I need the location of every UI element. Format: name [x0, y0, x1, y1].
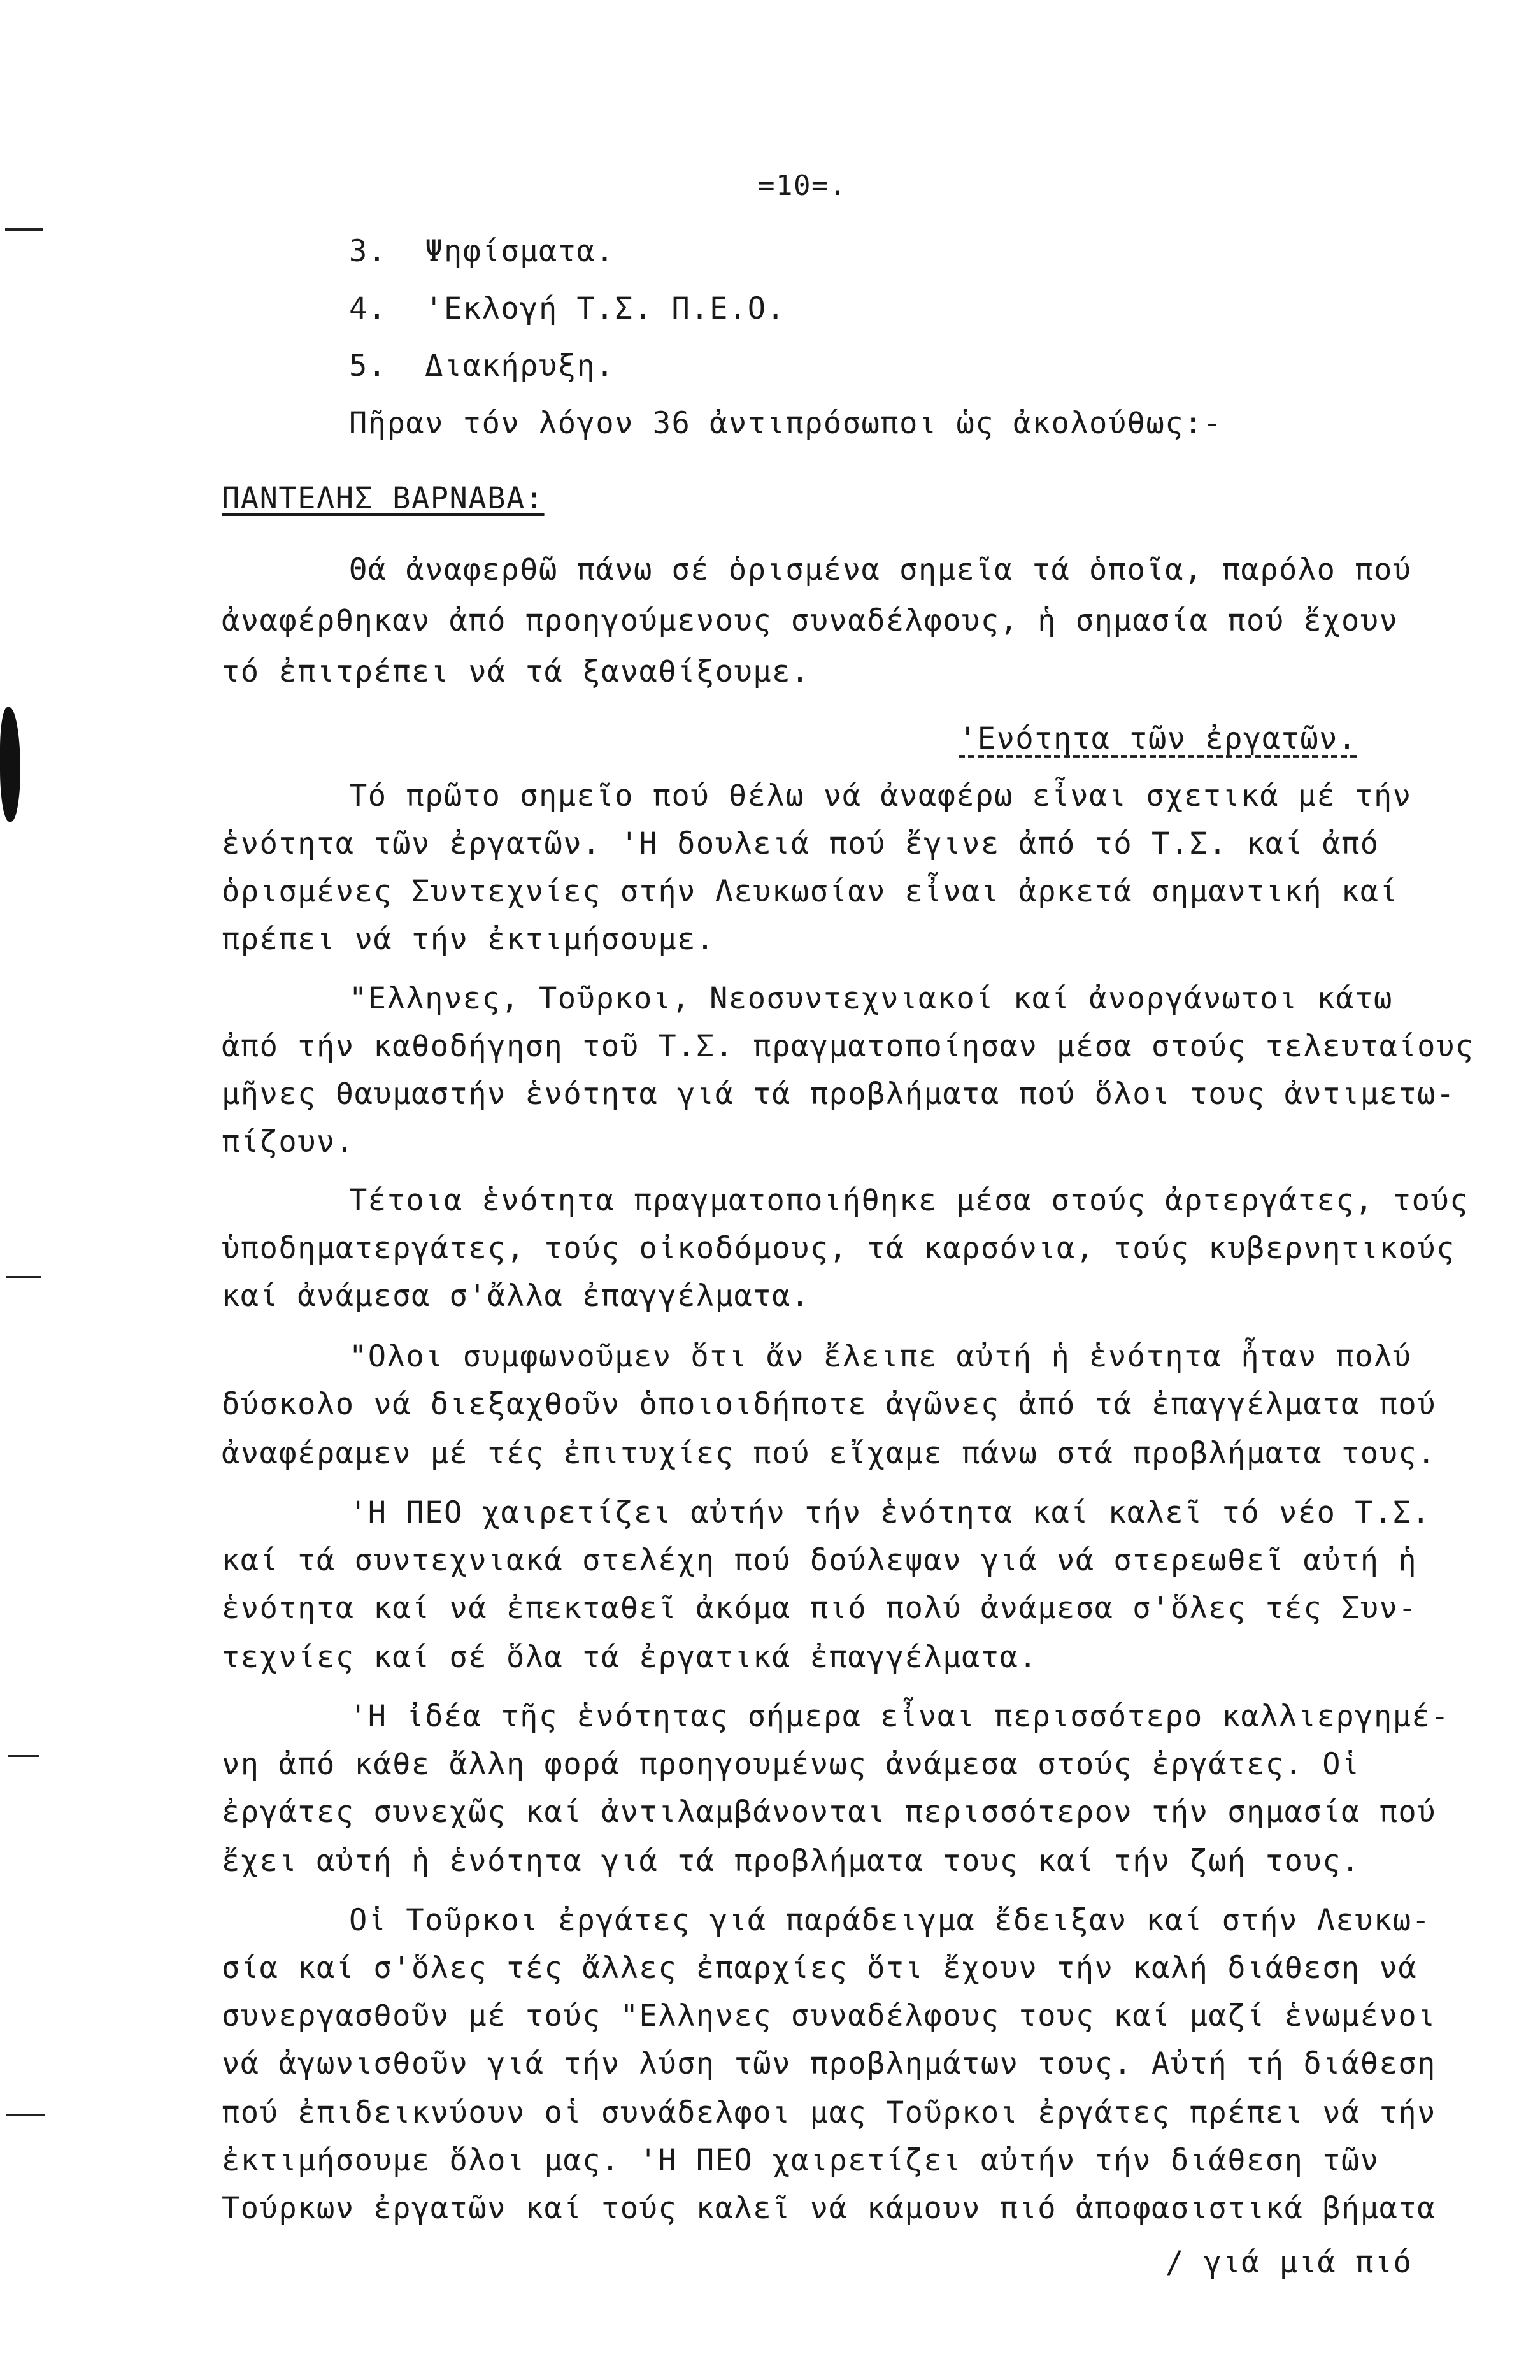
page-number: =10=.	[758, 169, 847, 202]
paragraph-line: ἐργάτες συνεχῶς καί ἀντιλαμβάνονται περισσότερον τήν σημασία πού	[222, 1795, 1436, 1830]
paragraph-line: ἀναφέραμεν μέ τές ἐπιτυχίες πού εἴχαμε πάνω στά προβλήματα τους.	[222, 1436, 1436, 1471]
paragraph-line: ἀναφέρθηκαν ἀπό προηγούμενους συναδέλφους, ἡ σημασία πού ἔχουν	[222, 603, 1399, 638]
paragraph-line: τό ἐπιτρέπει νά τά ξαναθίξουμε.	[222, 654, 810, 689]
paragraph-line: ἀπό τήν καθοδήγηση τοῦ Τ.Σ. πραγματοποίησαν μέσα στούς τελευταίους	[222, 1029, 1474, 1064]
paragraph-line: πίζουν.	[222, 1124, 355, 1159]
margin-tick	[8, 1755, 39, 1757]
paragraph-line: ἑνότητα τῶν ἐργατῶν. 'Η δουλειά πού ἔγινε ἀπό τό Τ.Σ. καί ἀπό	[222, 826, 1380, 861]
margin-ink-blot	[0, 707, 20, 822]
paragraph-line: πρέπει νά τήν ἐκτιμήσουμε.	[222, 922, 715, 957]
agenda-item: 5. Διακήρυξη.	[349, 348, 615, 384]
paragraph-line: Τέτοια ἑνότητα πραγματοποιήθηκε μέσα στούς ἀρτεργάτες, τούς	[349, 1183, 1469, 1218]
paragraph-line: νη ἀπό κάθε ἄλλη φορά προηγουμένως ἀνάμεσα στούς ἐργάτες. Οἱ	[222, 1747, 1360, 1782]
intro-line: Πῆραν τόν λόγον 36 ἀντιπρόσωποι ὡς ἀκολούθως:-	[349, 406, 1222, 441]
paragraph-line: ὑποδηματεργάτες, τούς οἰκοδόμους, τά καρσόνια, τούς κυβερνητικούς	[222, 1231, 1455, 1266]
paragraph-line: καί ἀνάμεσα σ'ἄλλα ἐπαγγέλματα.	[222, 1279, 810, 1314]
paragraph-line: σία καί σ'ὅλες τές ἄλλες ἐπαρχίες ὅτι ἔχουν τήν καλή διάθεση νά	[222, 1951, 1418, 1986]
paragraph-line: δύσκολο νά διεξαχθοῦν ὁποιοιδήποτε ἀγῶνες ἀπό τά ἐπαγγέλματα πού	[222, 1387, 1436, 1422]
paragraph-line: καί τά συντεχνιακά στελέχη πού δούλεψαν γιά νά στερεωθεῖ αὐτή ἡ	[222, 1543, 1418, 1578]
paragraph-line: ἑνότητα καί νά ἐπεκταθεῖ ἀκόμα πιό πολύ ἀνάμεσα σ'ὅλες τές Συν-	[222, 1591, 1418, 1626]
section-heading: 'Ενότητα τῶν ἐργατῶν.	[959, 721, 1357, 756]
paragraph-line: ἐκτιμήσουμε ὅλοι μας. 'Η ΠΕΟ χαιρετίζει αὐτήν τήν διάθεση τῶν	[222, 2143, 1380, 2178]
paragraph-line: Θά ἀναφερθῶ πάνω σέ ὁρισμένα σημεῖα τά ὁποῖα, παρόλο πού	[349, 552, 1412, 587]
paragraph-line: Τούρκων ἐργατῶν καί τούς καλεῖ νά κάμουν πιό ἀποφασιστικά βήματα	[222, 2191, 1436, 2226]
paragraph-line: συνεργασθοῦν μέ τούς "Ελληνες συναδέλφους τους καί μαζί ἑνωμένοι	[222, 1998, 1436, 2033]
paragraph-line: ὁρισμένες Συντεχνίες στήν Λευκωσίαν εἶναι ἀρκετά σημαντική καί	[222, 874, 1399, 909]
paragraph-line: "Ελληνες, Τοῦρκοι, Νεοσυντεχνιακοί καί ἀνοργάνωτοι κάτω	[349, 981, 1393, 1016]
continuation-note: / γιά μιά πιό	[1166, 2245, 1413, 2280]
paragraph-line: 'Η ΠΕΟ χαιρετίζει αὐτήν τήν ἑνότητα καί καλεῖ τό νέο Τ.Σ.	[349, 1495, 1431, 1530]
paragraph-line: Τό πρῶτο σημεῖο πού θέλω νά ἀναφέρω εἶναι σχετικά μέ τήν	[349, 778, 1412, 814]
agenda-item: 3. Ψηφίσματα.	[349, 234, 615, 269]
paragraph-line: μῆνες θαυμαστήν ἑνότητα γιά τά προβλήματα πού ὅλοι τους ἀντιμετω-	[222, 1077, 1455, 1112]
margin-tick	[6, 1276, 41, 1278]
paragraph-line: "Ολοι συμφωνοῦμεν ὅτι ἄν ἔλειπε αὐτή ἡ ἑνότητα ἦταν πολύ	[349, 1339, 1412, 1374]
speaker-name: ΠΑΝΤΕΛΗΣ ΒΑΡΝΑΒΑ:	[222, 481, 545, 516]
margin-tick	[5, 228, 43, 231]
paragraph-line: ἔχει αὐτή ἡ ἑνότητα γιά τά προβλήματα τους καί τήν ζωή τους.	[222, 1844, 1360, 1879]
paragraph-line: πού ἐπιδεικνύουν οἱ συνάδελφοι μας Τοῦρκοι ἐργάτες πρέπει νά τήν	[222, 2095, 1436, 2130]
paragraph-line: Οἱ Τοῦρκοι ἐργάτες γιά παράδειγμα ἔδειξαν καί στήν Λευκω-	[349, 1903, 1431, 1938]
agenda-item: 4. 'Εκλογή Τ.Σ. Π.Ε.Ο.	[349, 291, 786, 326]
paragraph-line: νά ἀγωνισθοῦν γιά τήν λύση τῶν προβλημάτων τους. Αὐτή τή διάθεση	[222, 2046, 1436, 2081]
margin-tick	[6, 2114, 45, 2116]
paragraph-line: 'Η ἰδέα τῆς ἑνότητας σήμερα εἶναι περισσότερο καλλιεργημέ-	[349, 1699, 1450, 1734]
paragraph-line: τεχνίες καί σέ ὅλα τά ἐργατικά ἐπαγγέλματα.	[222, 1640, 1038, 1675]
